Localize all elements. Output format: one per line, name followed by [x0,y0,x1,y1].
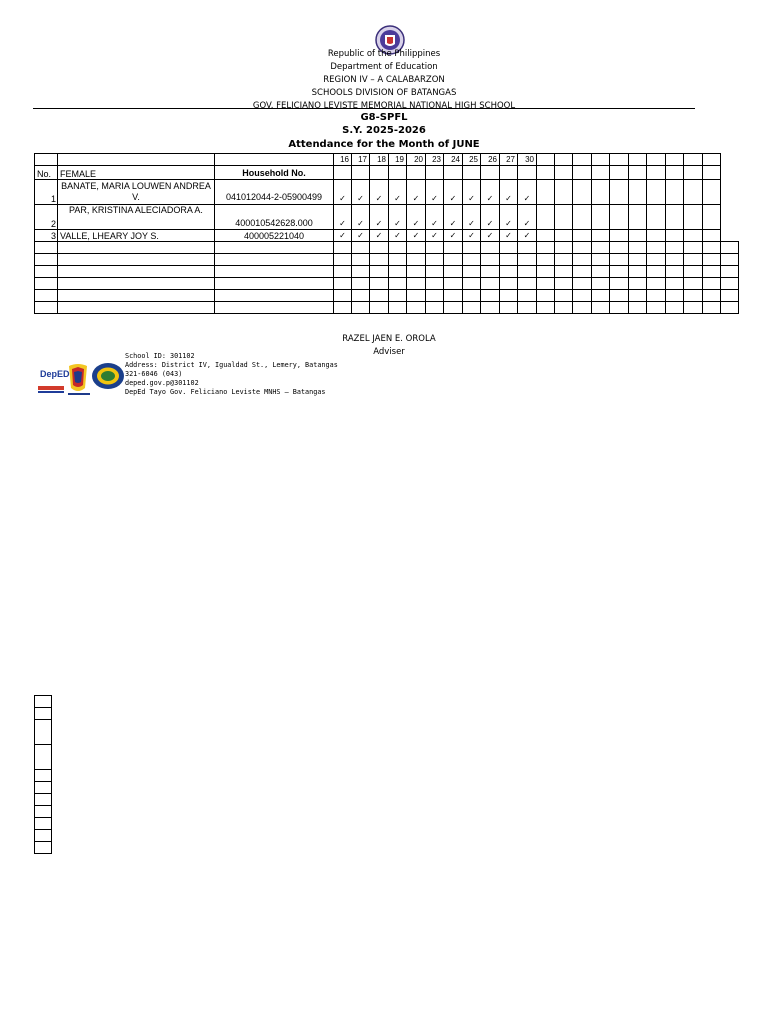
row-number: 1 [35,180,58,205]
check-mark-icon: ✓ [444,205,463,230]
empty-row [35,302,739,314]
header-division: SCHOOLS DIVISION OF BATANGAS [311,88,457,98]
deped-matatag-logo-icon [38,362,70,393]
date-cell: 30 [518,154,537,166]
section-title: G8-SPFL [360,112,408,123]
attendance-table [34,153,739,314]
check-mark-icon: ✓ [463,230,481,242]
check-mark-icon: ✓ [444,180,463,205]
check-mark-icon: ✓ [334,230,352,242]
adviser-name: RAZEL JAEN E. OROLA [342,334,436,344]
date-cell: 20 [407,154,426,166]
svg-text:DepED: DepED [40,369,70,379]
check-mark-icon: ✓ [463,180,481,205]
col-no-header: No. [35,166,58,180]
check-mark-icon: ✓ [463,205,481,230]
empty-row [35,266,739,278]
check-mark-icon: ✓ [389,205,407,230]
empty-row [35,254,739,266]
check-mark-icon: ✓ [407,230,426,242]
check-mark-icon: ✓ [334,205,352,230]
check-mark-icon: ✓ [500,230,518,242]
school-seal-icon [92,363,124,389]
check-mark-icon: ✓ [407,180,426,205]
col-name-header: FEMALE [58,166,215,180]
date-cell: 18 [370,154,389,166]
date-cell: 26 [481,154,500,166]
date-cell: 17 [352,154,370,166]
date-cell: 24 [444,154,463,166]
date-cell: 23 [426,154,444,166]
check-mark-icon: ✓ [426,180,444,205]
empty-row [35,242,739,254]
check-mark-icon: ✓ [352,205,370,230]
school-phone: 321-6046 (043) [125,370,183,378]
header-divider [33,108,695,109]
table-row [35,180,739,205]
adviser-role: Adviser [373,347,405,357]
check-mark-icon: ✓ [370,180,389,205]
table-row [35,230,739,242]
check-mark-icon: ✓ [370,205,389,230]
header-republic: Republic of the Philippines [327,49,441,59]
check-mark-icon: ✓ [518,230,537,242]
school-year: S.Y. 2025-2026 [342,125,426,136]
check-mark-icon: ✓ [481,205,500,230]
date-cell: 16 [334,154,352,166]
month-title: Attendance for the Month of JUNE [288,139,480,150]
check-mark-icon: ✓ [389,180,407,205]
date-cell: 19 [389,154,407,166]
household-number: 400005221040 [215,230,334,242]
check-mark-icon: ✓ [426,205,444,230]
check-mark-icon: ✓ [389,230,407,242]
column-header-row [35,166,739,180]
household-number: 400010542628.000 [215,205,334,230]
school-info [125,352,338,397]
check-mark-icon: ✓ [334,180,352,205]
check-mark-icon: ✓ [500,205,518,230]
check-mark-icon: ✓ [518,205,537,230]
check-mark-icon: ✓ [352,180,370,205]
household-number: 041012044-2-05900499 [215,180,334,205]
footer-logos [38,360,126,400]
header-region: REGION IV – A CALABARZON [323,75,445,85]
school-address: Address: District IV, Igualdad St., Lemery, Batangas [125,361,338,369]
date-cell: 27 [500,154,518,166]
student-name: BANATE, MARIA LOUWEN ANDREA V. [58,180,215,205]
bottom-cell-column [34,695,52,854]
check-mark-icon: ✓ [407,205,426,230]
bagong-pilipinas-logo-icon [68,364,90,395]
check-mark-icon: ✓ [444,230,463,242]
date-cell: 25 [463,154,481,166]
school-id: School ID: 301102 [125,352,195,360]
student-name: PAR, KRISTINA ALECIADORA A. [58,205,215,230]
school-email: deped.gov.p@301102 [125,379,199,387]
check-mark-icon: ✓ [481,230,500,242]
school-page: DepEd Tayo Gov. Feliciano Leviste MNHS – Batangas [125,388,326,396]
row-number: 2 [35,205,58,230]
header-department: Department of Education [330,62,438,72]
date-header-row [35,154,739,166]
header-school: GOV. FELICIANO LEVISTE MEMORIAL NATIONAL HIGH SCHOOL [252,101,516,111]
col-household-header: Household No. [215,166,334,180]
check-mark-icon: ✓ [426,230,444,242]
row-number: 3 [35,230,58,242]
check-mark-icon: ✓ [518,180,537,205]
student-name: VALLE, LHEARY JOY S. [58,230,215,242]
table-row [35,205,739,230]
check-mark-icon: ✓ [370,230,389,242]
check-mark-icon: ✓ [352,230,370,242]
empty-row [35,278,739,290]
check-mark-icon: ✓ [481,180,500,205]
check-mark-icon: ✓ [500,180,518,205]
empty-row [35,290,739,302]
